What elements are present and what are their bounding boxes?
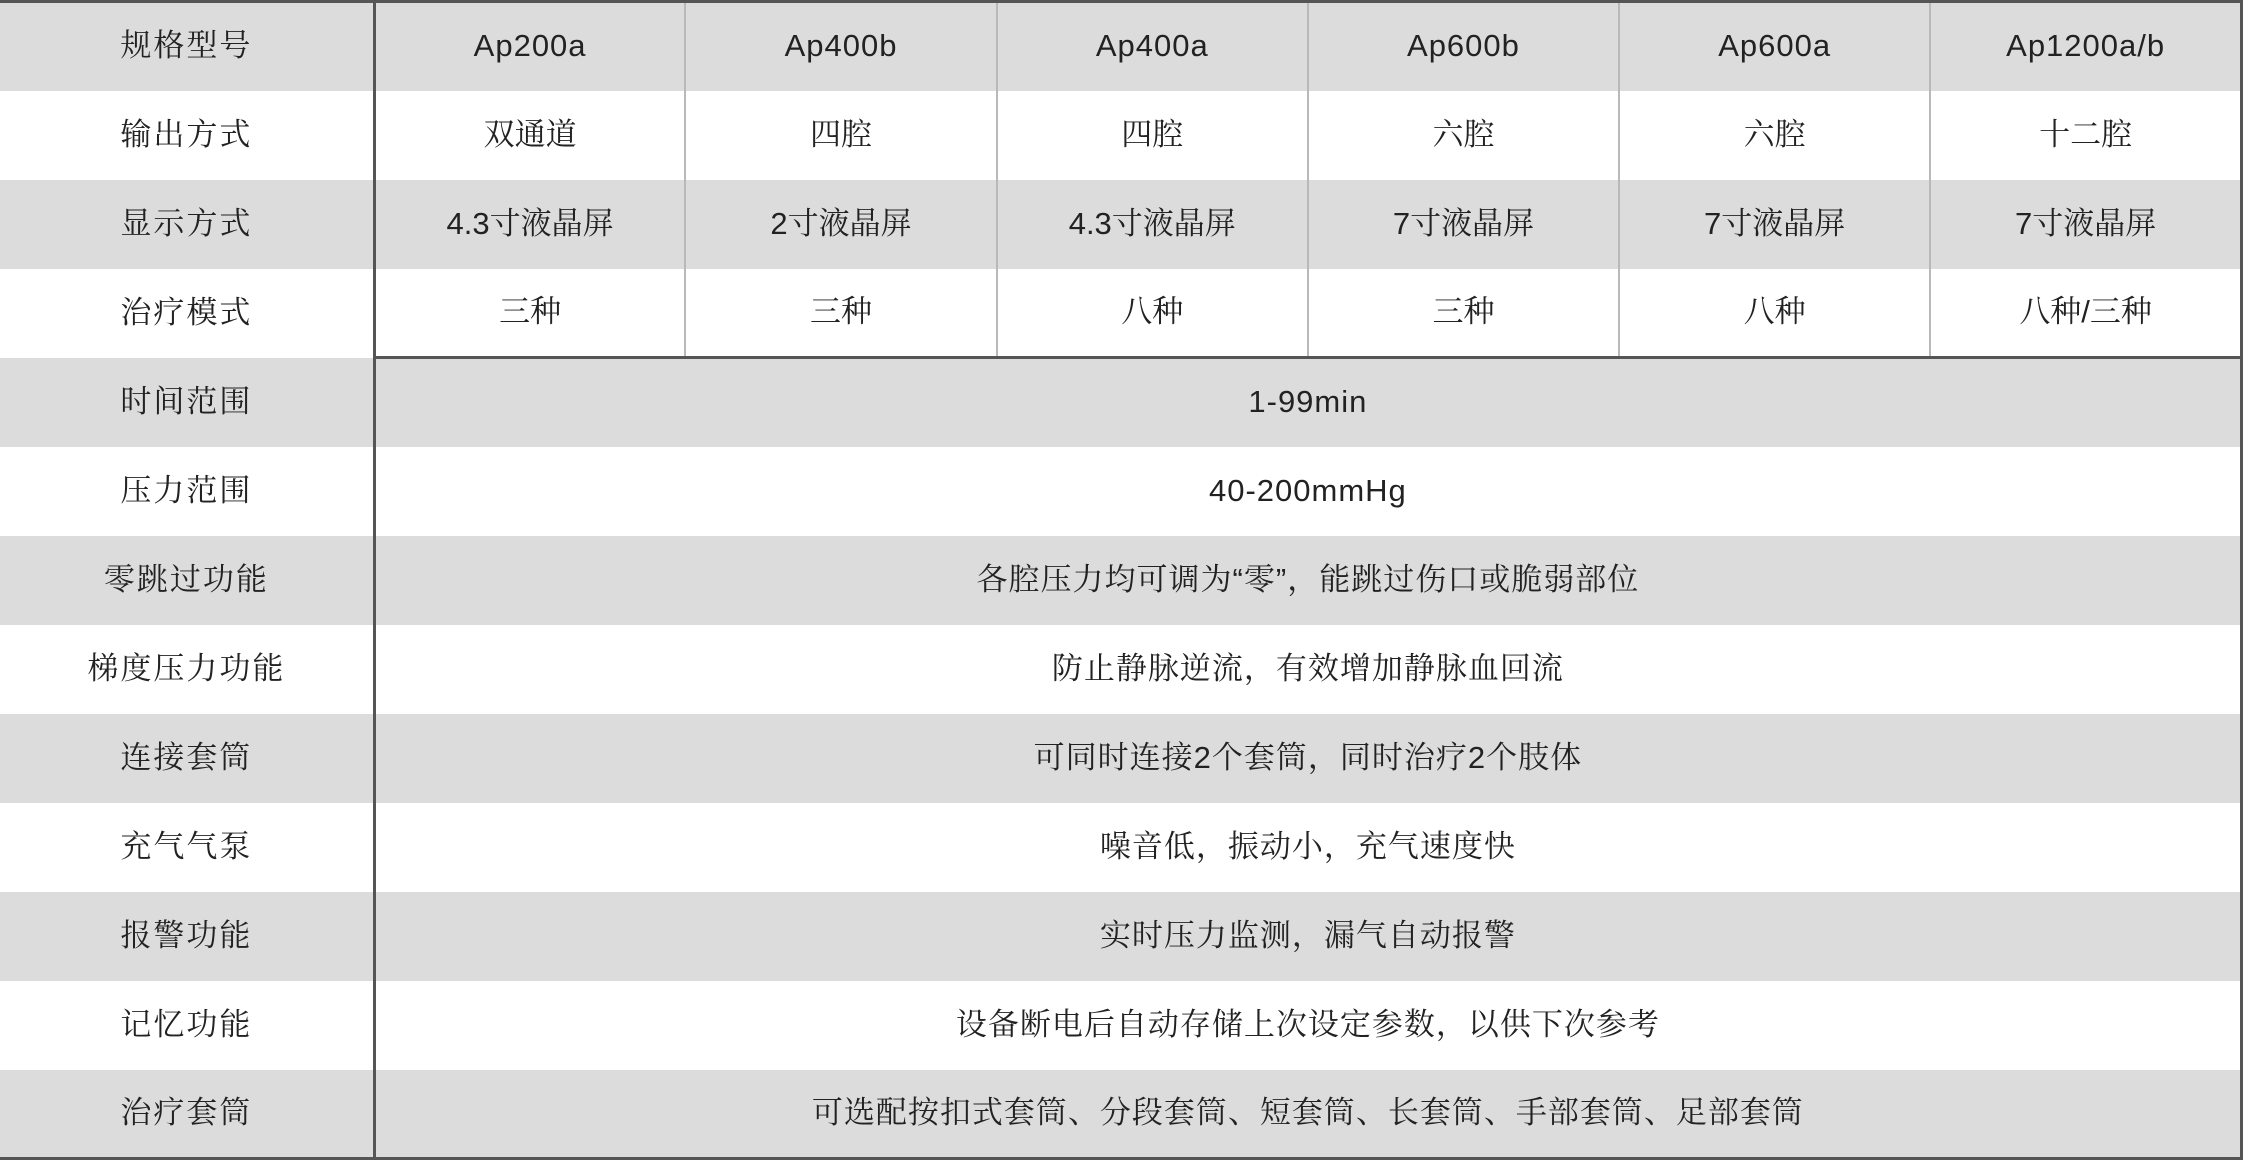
- row-label: 显示方式: [0, 180, 374, 269]
- model-header: Ap400a: [997, 2, 1308, 91]
- table-cell: 六腔: [1619, 91, 1930, 180]
- table-cell: 四腔: [685, 91, 996, 180]
- table-cell: 实时压力监测，漏气自动报警: [374, 892, 2241, 981]
- table-cell: 7寸液晶屏: [1619, 180, 1930, 269]
- row-label: 治疗套筒: [0, 1070, 374, 1159]
- table-cell: 设备断电后自动存储上次设定参数，以供下次参考: [374, 981, 2241, 1070]
- table-cell: 可选配按扣式套筒、分段套筒、短套筒、长套筒、手部套筒、足部套筒: [374, 1070, 2241, 1159]
- table-row: [0, 536, 2242, 625]
- row-label: 零跳过功能: [0, 536, 374, 625]
- row-label: 记忆功能: [0, 981, 374, 1070]
- model-header: Ap600a: [1619, 2, 1930, 91]
- table-row: [0, 358, 2242, 447]
- table-cell: 7寸液晶屏: [1308, 180, 1619, 269]
- row-label: 连接套筒: [0, 714, 374, 803]
- row-label: 治疗模式: [0, 269, 374, 358]
- row-label: 时间范围: [0, 358, 374, 447]
- table-row: [0, 803, 2242, 892]
- table-cell: 各腔压力均可调为“零”，能跳过伤口或脆弱部位: [374, 536, 2241, 625]
- table-cell: 六腔: [1308, 91, 1619, 180]
- table-row: [0, 1070, 2242, 1159]
- model-header: Ap400b: [685, 2, 996, 91]
- table-cell: 三种: [374, 269, 685, 358]
- table-cell: 八种: [1619, 269, 1930, 358]
- table-cell: 4.3寸液晶屏: [374, 180, 685, 269]
- table-row-header: [0, 2, 2242, 91]
- table-cell: 40-200mmHg: [374, 447, 2241, 536]
- table-cell: 噪音低，振动小，充气速度快: [374, 803, 2241, 892]
- row-label: 充气气泵: [0, 803, 374, 892]
- table-row: [0, 714, 2242, 803]
- table-cell: 三种: [1308, 269, 1619, 358]
- table-cell: 八种/三种: [1930, 269, 2241, 358]
- model-header: Ap600b: [1308, 2, 1619, 91]
- table-cell: 双通道: [374, 91, 685, 180]
- table-cell: 防止静脉逆流，有效增加静脉血回流: [374, 625, 2241, 714]
- table-body: [0, 2, 2242, 1159]
- table-row: [0, 91, 2242, 180]
- table-cell: 7寸液晶屏: [1930, 180, 2241, 269]
- table-cell: 十二腔: [1930, 91, 2241, 180]
- row-label: 规格型号: [0, 2, 374, 91]
- row-label: 报警功能: [0, 892, 374, 981]
- row-label: 压力范围: [0, 447, 374, 536]
- table-cell: 2寸液晶屏: [685, 180, 996, 269]
- table-cell: 可同时连接2个套筒，同时治疗2个肢体: [374, 714, 2241, 803]
- row-label: 梯度压力功能: [0, 625, 374, 714]
- table-row: [0, 981, 2242, 1070]
- table-cell: 四腔: [997, 91, 1308, 180]
- row-label: 输出方式: [0, 91, 374, 180]
- model-header: Ap200a: [374, 2, 685, 91]
- model-header: Ap1200a/b: [1930, 2, 2241, 91]
- table-cell: 八种: [997, 269, 1308, 358]
- table-row: [0, 269, 2242, 358]
- table-cell: 三种: [685, 269, 996, 358]
- table-row: [0, 892, 2242, 981]
- table-row: [0, 447, 2242, 536]
- table-cell: 1-99min: [374, 358, 2241, 447]
- table-row: [0, 180, 2242, 269]
- table-cell: 4.3寸液晶屏: [997, 180, 1308, 269]
- table-row: [0, 625, 2242, 714]
